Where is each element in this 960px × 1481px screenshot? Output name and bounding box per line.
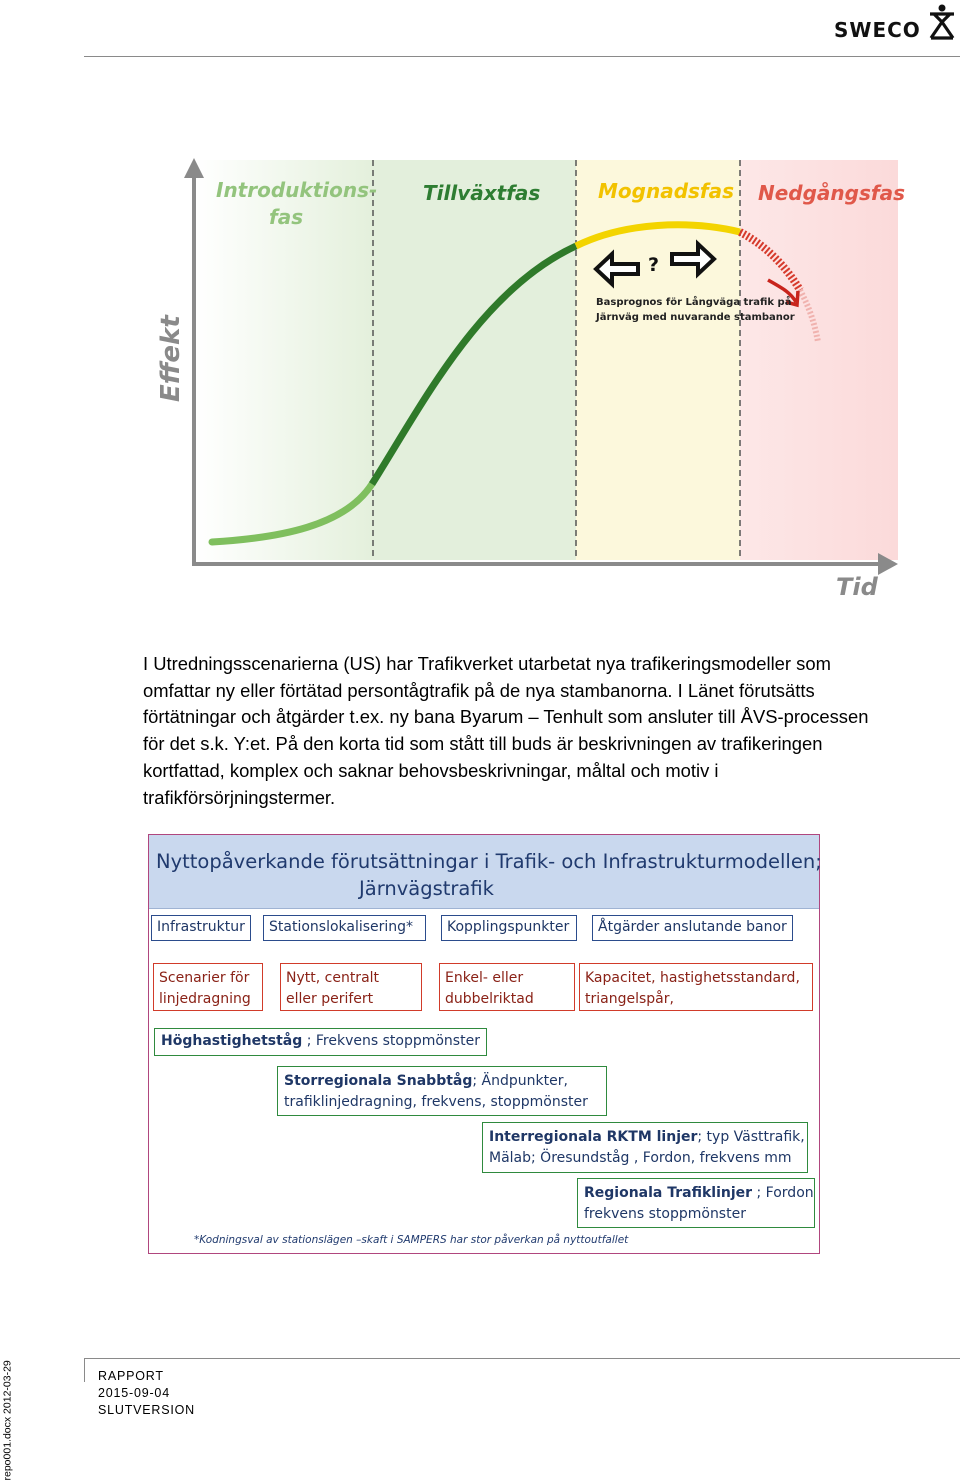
diagram-title-line2: Järnvägstrafik	[359, 877, 494, 900]
green-box-rest: ; Fordon	[752, 1185, 814, 1201]
body-paragraph	[143, 651, 960, 811]
paragraph-line: omfattar ny eller förtätad persontågtrafik på de nya stambanorna. I Länet förutsätts	[143, 679, 815, 701]
red-box-line: Enkel- eller	[445, 970, 524, 986]
logo-text: SWECO	[834, 18, 921, 42]
green-box-storregionala	[277, 1066, 607, 1116]
red-box-line: dubbelriktad	[445, 991, 534, 1007]
red-box-line: Scenarier för	[159, 970, 250, 986]
phase-decline-bg	[740, 160, 898, 560]
paragraph-line: för det s.k. Y:et. På den korta tid som stått till buds är beskrivningen av trafikeringen	[143, 733, 823, 755]
footer-version: SLUTVERSION	[98, 1403, 196, 1417]
phase-growth-bg	[373, 160, 576, 560]
red-box-kapacitet	[579, 963, 813, 1011]
model-diagram	[148, 834, 820, 1254]
sweco-logo	[834, 4, 958, 44]
red-box-nytt	[280, 963, 422, 1011]
diagram-title	[149, 835, 822, 909]
paragraph-line: I Utredningsscenarierna (US) har Trafikverket utarbetat nya trafikeringsmodeller som	[143, 653, 831, 674]
paragraph-line: kortfattad, komplex och saknar behovsbeskrivningar, måltal och motiv i	[143, 759, 719, 781]
phase-label-maturity: Mognadsfas	[598, 179, 735, 203]
green-box-rest: ; Frekvens stoppmönster	[302, 1033, 480, 1049]
annotation-line1: Basprognos för Långväga trafik på	[596, 297, 792, 308]
red-box-line: Kapacitet, hastighetsstandard,	[585, 970, 800, 986]
green-box-bold: Interregionala RKTM linjer	[489, 1129, 698, 1145]
footer-date: 2015-09-04	[98, 1386, 170, 1400]
green-box-hoghastighet	[154, 1028, 487, 1056]
question-mark: ?	[648, 254, 660, 276]
annotation-line2: Järnväg med nuvarande stambanor	[596, 312, 795, 323]
phase-label-intro-2: fas	[269, 205, 304, 229]
header-divider	[84, 56, 960, 57]
green-box-bold: Höghastighetståg	[161, 1033, 303, 1049]
category-stationslokalisering: Stationslokalisering*	[263, 915, 426, 941]
green-box-line2: Mälab; Öresundståg , Fordon, frekvens mm	[489, 1150, 792, 1166]
y-axis-label: Effekt	[156, 315, 186, 402]
green-box-bold: Regionala Trafiklinjer	[584, 1185, 753, 1201]
side-file-note: repo001.docx 2012-03-29	[1, 1360, 14, 1481]
red-box-line: linjedragning	[159, 991, 251, 1007]
red-box-enkel	[439, 963, 575, 1011]
phase-label-growth: Tillväxtfas	[423, 181, 541, 205]
green-box-line2: trafiklinjedragning, frekvens, stoppmönster	[284, 1094, 588, 1110]
category-kopplingspunkter: Kopplingspunkter	[441, 915, 577, 941]
category-atgarder: Åtgärder anslutande banor	[592, 915, 793, 941]
green-box-regionala	[577, 1178, 815, 1228]
footer-report-type: RAPPORT	[98, 1369, 164, 1383]
paragraph-line: förtätningar och åtgärder t.ex. ny bana Byarum – Tenhult som ansluter till ÅVS-processen	[143, 706, 869, 728]
red-box-scenarier	[153, 963, 263, 1011]
category-infrastruktur: Infrastruktur	[151, 915, 251, 941]
phase-label-decline: Nedgångsfas	[758, 181, 905, 205]
green-box-bold: Storregionala Snabbtåg	[284, 1073, 473, 1089]
red-box-line: Nytt, centralt	[286, 970, 380, 986]
red-box-line: eller perifert	[286, 991, 374, 1007]
phase-maturity-bg	[576, 160, 740, 560]
phase-label-intro-1: Introduktions-	[216, 178, 378, 202]
green-box-rest: ; Ändpunkter,	[472, 1073, 568, 1089]
diagram-title-line1: Nyttopåverkande förutsättningar i Trafik- och Infrastrukturmodellen;	[156, 850, 822, 873]
red-box-line: triangelspår,	[585, 991, 674, 1007]
lifecycle-chart	[150, 150, 910, 610]
green-box-line2: frekvens stoppmönster	[584, 1206, 746, 1222]
green-box-interregionala	[482, 1122, 808, 1173]
footer-vertical-divider	[84, 1358, 85, 1382]
footer-divider	[84, 1358, 960, 1359]
green-box-rest: ; typ Västtrafik,	[697, 1129, 805, 1145]
diagram-footnote: *Kodningsval av stationslägen –skaft i SAMPERS har stor påverkan på nyttoutfallet	[194, 1234, 629, 1246]
sweco-figure-icon	[926, 4, 958, 40]
paragraph-line: trafikförsörjningstermer.	[143, 786, 336, 808]
x-axis-label: Tid	[836, 573, 878, 601]
